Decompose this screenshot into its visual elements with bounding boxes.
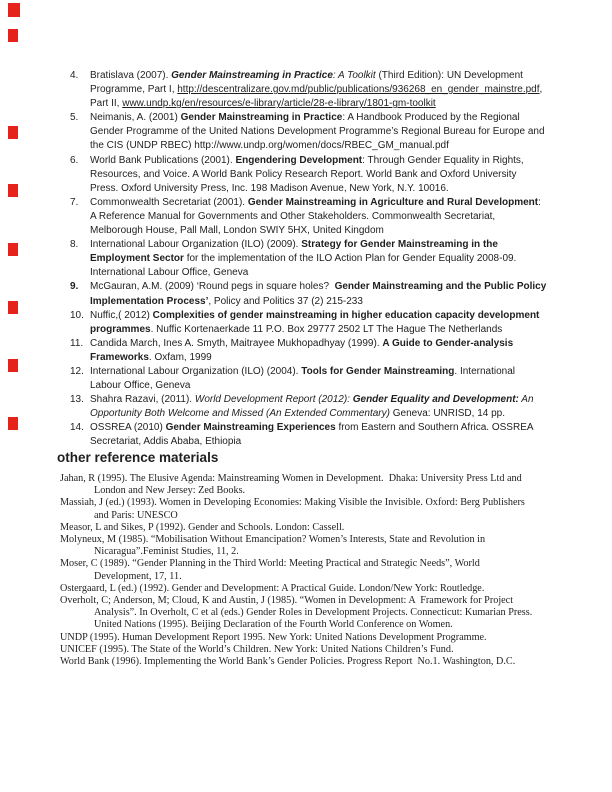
reference-item [70, 111, 570, 153]
reference-line [90, 252, 570, 266]
reference-text: , Policy and Politics 37 (2) 215-233 [208, 295, 363, 307]
reference-line [90, 295, 570, 309]
reference-line [90, 154, 570, 168]
reference-text: (Third Edition): UN Development [375, 70, 523, 81]
reference-text: OSSREA (2010) [90, 422, 166, 434]
reference-line: London and New Jersey: Zed Books. [94, 485, 246, 497]
reference-text: Neimanis, A. (2001) [90, 112, 181, 124]
reference-lines [90, 309, 570, 337]
reference-item [70, 238, 570, 280]
reference-entry [60, 644, 565, 656]
red-margin-mark [8, 243, 18, 256]
reference-text: Bratislava (2007). [90, 70, 172, 81]
reference-line [90, 323, 570, 337]
reference-entry [60, 473, 565, 497]
reference-line [90, 309, 570, 323]
reference-item [70, 365, 570, 393]
reference-line: Development, 17, 11. [94, 570, 182, 582]
reference-line [90, 224, 570, 238]
reference-entry [60, 534, 565, 558]
reference-text: Part II, [90, 98, 123, 110]
reference-text: Nuffic,( 2012) [90, 309, 153, 321]
reference-text: Labour Office, Geneva [90, 380, 191, 392]
reference-line: Jahan, R (1995). The Elusive Agenda: Mainstreaming Women in Development. Dhaka: University Press Ltd and [60, 473, 522, 484]
reference-text: Employment Sector [90, 253, 184, 265]
reference-line [90, 196, 570, 210]
reference-item [70, 280, 570, 308]
reference-lines [90, 393, 570, 421]
reference-text: Engendering Development [235, 154, 363, 166]
reference-number: 5. [70, 112, 79, 124]
reference-text: Gender Mainstreaming and the Public Policy [334, 281, 547, 293]
reference-text: Opportunity Both Welcome and Missed (An Extended Commentary) [90, 408, 390, 420]
reference-text: Gender Mainstreaming in Practice [180, 112, 343, 124]
red-margin-mark [8, 126, 18, 139]
reference-line [90, 168, 570, 182]
reference-line: Ostergaard, L (ed.) (1992). Gender and Development: A Practical Guide. London/New York: Routledge. [60, 582, 485, 594]
reference-line: United Nations (1995). Beijing Declaration of the Fourth World Conference on Women. [94, 619, 453, 631]
reference-line [90, 238, 570, 252]
reference-line: Overholt, C; Anderson, M; Cloud, K and Austin, J (1985). “Women in Development: A Framework for Project [60, 595, 514, 607]
reference-text: Tools for Gender Mainstreaming [301, 365, 455, 377]
red-margin-mark [8, 359, 18, 372]
reference-text: World Development Report (2012): [194, 394, 353, 406]
reference-text: A Reference Manual for Governments and Other Stakeholders. Commonwealth Secretariat, [90, 210, 496, 222]
red-margin-mark [8, 29, 18, 42]
reference-line [90, 125, 570, 139]
reference-line: UNICEF (1995). The State of the World’s Children. New York: United Nations Children’s Fund. [60, 643, 454, 655]
reference-line: Nicaragua”.Feminist Studies, 11, 2. [94, 546, 239, 558]
reference-line: Massiah, J (ed.) (1993). Women in Developing Economies: Making Visible the Invisible. Oxford: Berg Publishers [60, 497, 525, 509]
reference-text: Gender Programme of the United Nations Development Programme’s Regional Bureau for Europe and [90, 126, 545, 138]
reference-number: 8. [70, 239, 79, 251]
red-margin-mark [8, 417, 18, 430]
url-link[interactable]: http://descentralizare.gov.md/public/publications/936268_en_gender_mainstre.pdf [177, 84, 540, 96]
reference-text: Resources, and Voice. A World Bank Policy Research Report. World Bank and Oxford University [90, 168, 517, 180]
reference-text: An [518, 394, 534, 406]
reference-text: : [538, 196, 541, 208]
reference-line [90, 266, 570, 280]
reference-text: Programme, Part I, [90, 84, 178, 96]
reference-item [70, 421, 570, 449]
reference-line [90, 139, 570, 153]
reference-text: World Bank Publications (2001). [90, 154, 236, 166]
reference-text: : Through Gender Equality in Rights, [362, 154, 524, 166]
reference-lines [90, 365, 570, 393]
reference-line [90, 379, 570, 393]
reference-text: Shahra Razavi, (2011). [90, 394, 195, 406]
reference-line: and Paris: UNESCO [94, 509, 178, 521]
reference-text: Gender Equality and Development: [352, 394, 519, 406]
reference-number: 7. [70, 196, 79, 208]
reference-item [70, 154, 570, 196]
reference-line [90, 97, 570, 111]
reference-line [90, 393, 570, 407]
reference-text: : A Toolkit [332, 70, 376, 81]
reference-line: Moser, C (1989). “Gender Planning in the Third World: Meeting Practical and Strategic Needs”, World [60, 558, 480, 570]
reference-text: International Labour Organization (ILO) (2004). [90, 365, 302, 377]
reference-number: 4. [70, 70, 79, 81]
reference-line: Measor, L and Sikes, P (1992). Gender and Schools. London: Cassell. [60, 521, 345, 533]
reference-entry [60, 558, 565, 582]
reference-line: World Bank (1996). Implementing the World Bank’s Gender Policies. Progress Report No.1. Washington, D.C. [60, 656, 516, 668]
reference-number: 9. [70, 281, 79, 293]
numbered-reference-list [70, 69, 570, 450]
reference-text: Gender Mainstreaming in Practice [171, 70, 333, 81]
reference-lines [90, 196, 570, 238]
reference-lines [90, 280, 570, 308]
reference-text: Candida March, Ines A. Smyth, Maitrayee Mukhopadhyay (1999). [90, 337, 383, 349]
reference-item [70, 337, 570, 365]
reference-line [90, 111, 570, 125]
reference-text: Gender Mainstreaming Experiences [165, 422, 336, 434]
reference-entry [60, 595, 565, 632]
reference-text: for the implementation of the ILO Action Plan for Gender Equality 2008-09. [183, 253, 517, 265]
reference-lines [90, 111, 570, 153]
reference-text: . Nuffic Kortenaerkade 11 P.O. Box 29777 2502 LT The Hague The Netherlands [150, 323, 503, 335]
reference-text: International Labour Office, Geneva [90, 267, 249, 279]
reference-text: . International [454, 365, 516, 377]
reference-line [90, 210, 570, 224]
reference-entry [60, 583, 565, 595]
reference-line [90, 421, 570, 435]
reference-line [90, 407, 570, 421]
reference-text: International Labour Organization (ILO) (2009). [90, 239, 302, 251]
section-heading-other-reference-materials: other reference materials [57, 450, 219, 465]
reference-lines [90, 69, 570, 111]
reference-text: Press. Oxford University Press, Inc. 198 Madison Avenue, New York, N.Y. 10016. [90, 182, 449, 194]
reference-entry [60, 522, 565, 534]
reference-text: Gender Mainstreaming in Agriculture and Rural Development [247, 196, 539, 208]
reference-line: UNDP (1995). Human Development Report 1995. New York: United Nations Development Programme. [60, 631, 487, 643]
reference-number: 10. [70, 309, 84, 321]
reference-text: . Oxfam, 1999 [148, 351, 212, 363]
reference-text: Complexities of gender mainstreaming in higher education capacity development [152, 309, 540, 321]
reference-item [70, 309, 570, 337]
reference-line [90, 337, 570, 351]
reference-number: 13. [70, 394, 84, 406]
reference-lines [90, 337, 570, 365]
reference-text: Geneva: UNRISD, 14 pp. [389, 408, 506, 420]
reference-text: Strategy for Gender Mainstreaming in the [301, 239, 498, 251]
reference-text: Frameworks [90, 351, 149, 363]
reference-text: A Guide to Gender-analysis [382, 337, 514, 349]
reference-item [70, 69, 570, 111]
reference-line [90, 351, 570, 365]
reference-line [90, 435, 570, 449]
reference-line [90, 69, 570, 83]
reference-line [90, 365, 570, 379]
reference-text: Melborough House, Pall Mall, London SWIY 5HX, United Kingdom [90, 225, 384, 237]
reference-line [90, 182, 570, 196]
reference-number: 14. [70, 422, 84, 434]
reference-lines [90, 154, 570, 196]
reference-item [70, 393, 570, 421]
other-reference-list [60, 473, 565, 668]
reference-text: Implementation Process’ [90, 295, 209, 307]
url-link[interactable]: www.undp.kg/en/resources/e-library/article/28-e-library/1801-gm-toolkit [122, 98, 436, 110]
reference-lines [90, 238, 570, 280]
reference-entry [60, 497, 565, 521]
reference-entry [60, 656, 565, 668]
reference-number: 6. [70, 154, 79, 166]
red-margin-mark [8, 184, 18, 197]
red-margin-mark [8, 3, 20, 17]
reference-entry [60, 632, 565, 644]
reference-text: : A Handbook Produced by the Regional [342, 112, 520, 124]
reference-number: 12. [70, 365, 84, 377]
reference-text: programmes [90, 323, 151, 335]
reference-text: McGauran, A.M. (2009) ‘Round pegs in square holes? [90, 281, 335, 293]
reference-text: , [539, 84, 543, 96]
red-margin-mark [8, 301, 18, 314]
reference-text: Commonwealth Secretariat (2001). [90, 196, 248, 208]
reference-text: Secretariat, Addis Ababa, Ethiopia [90, 436, 242, 448]
reference-number: 11. [70, 337, 84, 349]
reference-text: the CIS (UNDP RBEC) http://www.undp.org/women/docs/RBEC_GM_manual.pdf [90, 140, 449, 152]
reference-line [90, 83, 570, 97]
reference-item [70, 196, 570, 238]
reference-text: from Eastern and Southern Africa. OSSREA [335, 422, 534, 434]
reference-line: Analysis”. In Overholt, C et al (eds.) Gender Roles in Development Projects. Connecticut: Kumarian Press. [94, 607, 533, 619]
reference-line: Molyneux, M (1985). “Mobilisation Without Emancipation? Women’s Interests, State and Revolution in [60, 534, 486, 546]
reference-line [90, 280, 570, 294]
reference-lines [90, 421, 570, 449]
